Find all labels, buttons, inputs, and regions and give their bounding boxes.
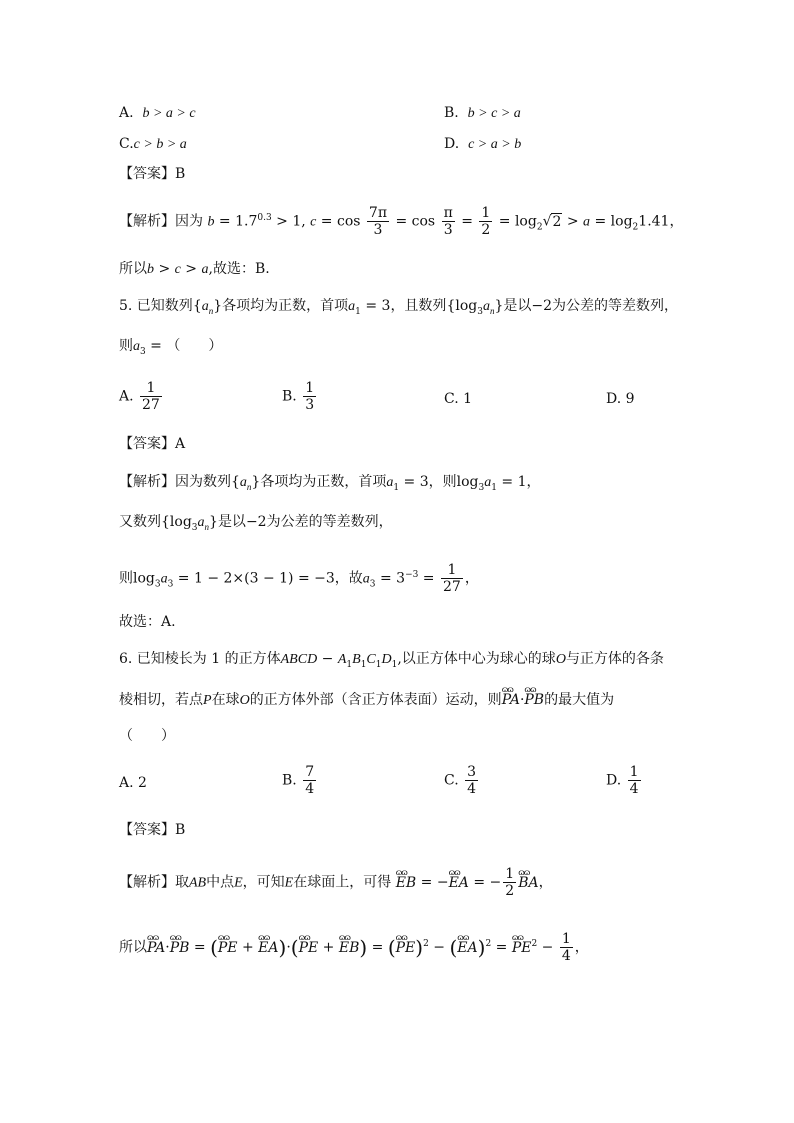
q5-answer: 【答案】A <box>119 436 186 452</box>
q6-stem: 6. 已知棱长为 1 的正方体ABCD − $A_1B_1C_1D_1$,以正方体中心为球心的球O与正方体的各条 <box>119 651 664 670</box>
q6-option-c: C. $\frac{3}{4}$ <box>444 764 477 797</box>
q4-option-a: A. b > a > c <box>119 105 196 121</box>
q5-option-b: B. $\frac{1}{3}$ <box>282 380 315 413</box>
q5-option-c: C. 1 <box>444 391 473 407</box>
q5-conclusion: 故选：A. <box>119 614 176 630</box>
q6-option-a: A. 2 <box>119 775 147 791</box>
q4-option-b: B. b > c > a <box>444 105 521 121</box>
q6-option-b: B. $\frac{7}{4}$ <box>282 764 315 797</box>
q6-stem-blank: （ ） <box>119 728 175 744</box>
q5-option-d: D. 9 <box>606 391 635 407</box>
q4-answer: 【答案】B <box>119 166 186 182</box>
q6-analysis-line2: 所以ɷɷ PA·ɷɷ PB = (ɷɷ PE + ɷɷ EA)·(ɷɷ PE + ɷɷ EB) = (ɷɷ PE)$^2$ − (ɷɷ EA)$^2$ = ɷɷ $PE^2$ − $\frac{1}{4}$ ， <box>119 931 589 964</box>
q4-option-d: D. c > a > b <box>444 136 522 152</box>
q4-analysis: 【解析】因为 $b = 1.7^{0.3} > 1$, c = cos $\frac{7\pi}{3}$ = cos $\frac{\pi}{3}$ = $\frac{1}{2}$ = $\log_2√2 > a = \log_21.41$， <box>119 205 684 238</box>
q5-stem-line2: 则$a_3$ = （ ） <box>119 338 223 357</box>
q6-stem-line2: 棱相切，若点P在球O的正方体外部（含正方体表面）运动，则ɷɷ PA·ɷɷ PB的最大值为 <box>119 690 614 711</box>
q5-analysis: 【解析】因为数列$\{a_n\}$各项均为正数，首项$a_1 = 3$，则$\log_3a_1 = 1$， <box>119 474 541 493</box>
q5-analysis-line3: 则$\log_3a_3 = 1 - 2\times(3 - 1) = -3$，故$a_3 = 3^{-3}$ = $\frac{1}{27}$ ， <box>119 562 479 595</box>
q4-conclusion: 所以b > c > a,故选：B. <box>119 261 270 277</box>
q4-option-c: C.c > b > a <box>119 136 187 152</box>
q5-stem: 5. 已知数列$\{a_n\}$各项均为正数，首项$a_1 = 3$，且数列$\{\log_3a_n\}$是以−2为公差的等差数列， <box>119 298 679 317</box>
q6-answer: 【答案】B <box>119 822 186 838</box>
q6-analysis: 【解析】取AB中点E，可知E在球面上，可得 ɷɷ EB = −ɷɷ EA = − $\frac{1}{2}$ ɷɷ BA， <box>119 866 553 899</box>
q5-analysis-line2: 又数列$\{\log_3a_n\}$是以−2为公差的等差数列， <box>119 514 393 533</box>
q5-option-a: A. $\frac{1}{27}$ <box>119 380 160 413</box>
q6-option-d: D. $\frac{1}{4}$ <box>606 764 639 797</box>
